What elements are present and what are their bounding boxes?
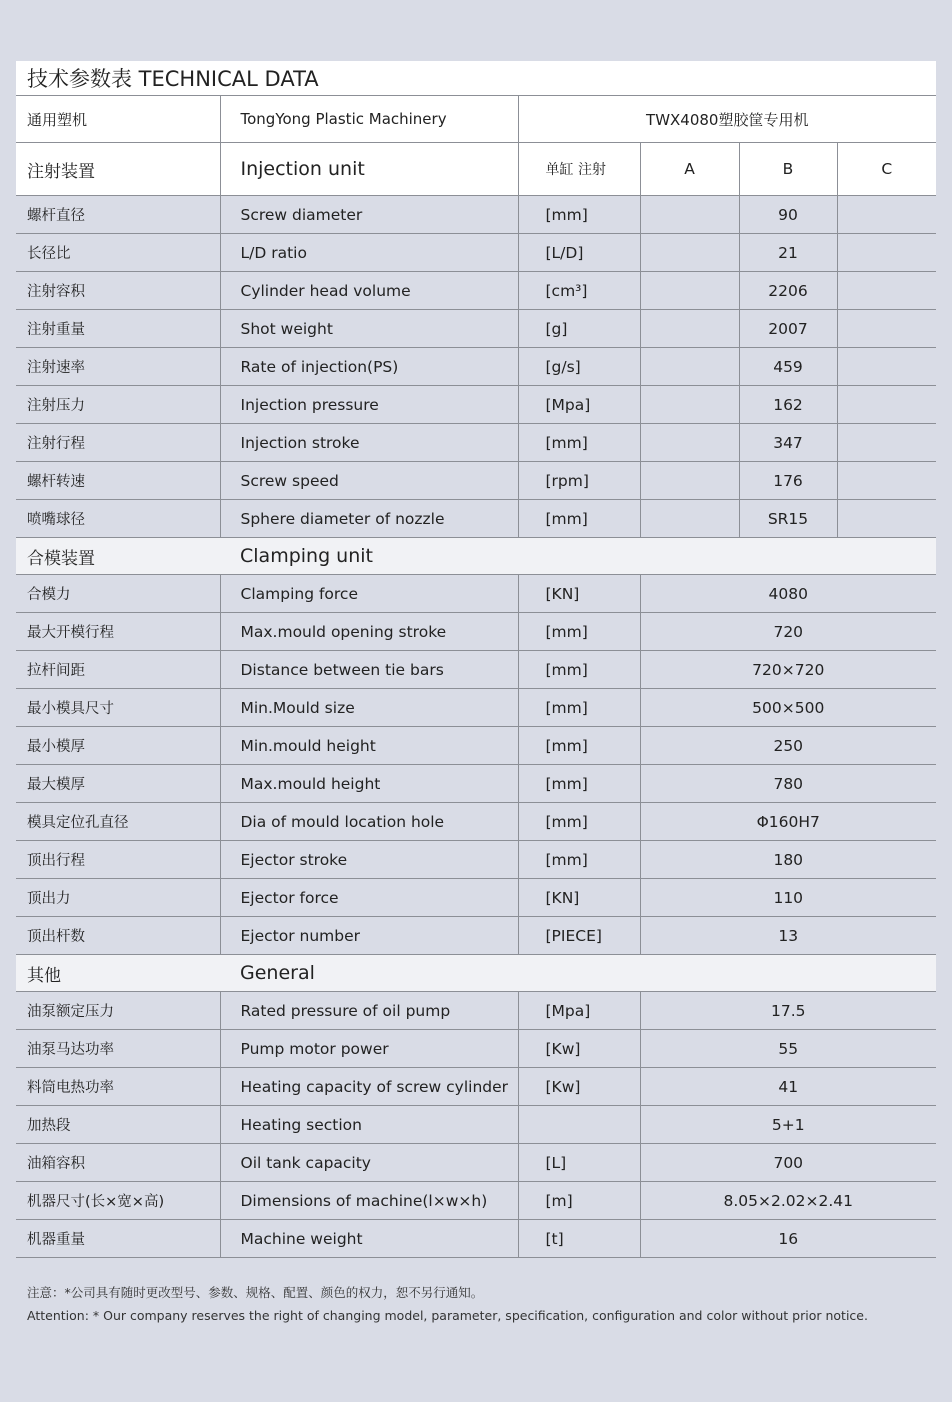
param-name-cn: 注射容积	[16, 272, 220, 310]
param-name-cn: 顶出力	[16, 879, 220, 917]
table-row	[16, 1106, 936, 1144]
param-name-cn: 顶出行程	[16, 841, 220, 879]
brand-en: TongYong Plastic Machinery	[220, 96, 518, 143]
table-row	[16, 1182, 936, 1220]
value-a	[640, 386, 739, 424]
param-name-cn: 最大模厚	[16, 765, 220, 803]
param-value: 4080	[640, 575, 936, 613]
param-name-en: Ejector stroke	[220, 841, 518, 879]
param-unit: [L]	[518, 1144, 640, 1182]
param-unit: [mm]	[518, 803, 640, 841]
param-unit: [mm]	[518, 727, 640, 765]
value-b: 2206	[739, 272, 837, 310]
param-unit: [mm]	[518, 613, 640, 651]
param-name-en: Heating section	[220, 1106, 518, 1144]
param-value: Φ160H7	[640, 803, 936, 841]
param-name-cn: 最小模厚	[16, 727, 220, 765]
param-unit: [Kw]	[518, 1030, 640, 1068]
table-row	[16, 500, 936, 538]
param-name-en: Clamping force	[220, 575, 518, 613]
param-name-cn: 喷嘴球径	[16, 500, 220, 538]
value-c	[837, 348, 936, 386]
table-row	[16, 424, 936, 462]
value-c	[837, 272, 936, 310]
table-title: 技术参数表 TECHNICAL DATA	[16, 61, 936, 96]
param-unit: [mm]	[518, 424, 640, 462]
technical-data-sheet	[16, 61, 936, 1258]
param-value: 780	[640, 765, 936, 803]
unit-column-header: 单缸 注射	[518, 143, 640, 196]
param-unit: [Mpa]	[518, 992, 640, 1030]
table-row	[16, 1144, 936, 1182]
table-row	[16, 1220, 936, 1258]
param-unit: [mm]	[518, 765, 640, 803]
param-name-en: L/D ratio	[220, 234, 518, 272]
table-row	[16, 348, 936, 386]
value-a	[640, 424, 739, 462]
value-a	[640, 348, 739, 386]
param-value: 110	[640, 879, 936, 917]
clamping-section-en: Clamping unit	[220, 538, 936, 575]
param-value: 700	[640, 1144, 936, 1182]
value-a	[640, 310, 739, 348]
table-title-row	[16, 61, 936, 96]
param-unit: [Mpa]	[518, 386, 640, 424]
value-b: 2007	[739, 310, 837, 348]
value-a	[640, 196, 739, 234]
param-unit: [KN]	[518, 575, 640, 613]
param-name-cn: 长径比	[16, 234, 220, 272]
table-row	[16, 727, 936, 765]
injection-section-cn: 注射装置	[16, 143, 220, 196]
table-row	[16, 196, 936, 234]
param-name-en: Heating capacity of screw cylinder	[220, 1068, 518, 1106]
table-row	[16, 310, 936, 348]
param-name-en: Max.mould height	[220, 765, 518, 803]
param-name-en: Min.Mould size	[220, 689, 518, 727]
column-a-header: A	[640, 143, 739, 196]
param-value: 17.5	[640, 992, 936, 1030]
param-unit: [L/D]	[518, 234, 640, 272]
value-c	[837, 234, 936, 272]
injection-section-en: Injection unit	[220, 143, 518, 196]
general-section-en: General	[220, 955, 936, 992]
table-row	[16, 386, 936, 424]
param-name-cn: 油泵马达功率	[16, 1030, 220, 1068]
param-unit: [m]	[518, 1182, 640, 1220]
param-name-cn: 顶出杆数	[16, 917, 220, 955]
param-value: 55	[640, 1030, 936, 1068]
param-value: 720	[640, 613, 936, 651]
param-name-en: Cylinder head volume	[220, 272, 518, 310]
param-value: 8.05×2.02×2.41	[640, 1182, 936, 1220]
table-row	[16, 841, 936, 879]
param-name-cn: 注射重量	[16, 310, 220, 348]
param-name-en: Oil tank capacity	[220, 1144, 518, 1182]
param-unit: [mm]	[518, 651, 640, 689]
value-b: 459	[739, 348, 837, 386]
value-b: SR15	[739, 500, 837, 538]
clamping-section-header	[16, 538, 936, 575]
param-name-cn: 最小模具尺寸	[16, 689, 220, 727]
param-unit: [KN]	[518, 879, 640, 917]
value-a	[640, 234, 739, 272]
param-name-cn: 机器重量	[16, 1220, 220, 1258]
param-value: 16	[640, 1220, 936, 1258]
param-name-cn: 注射压力	[16, 386, 220, 424]
value-c	[837, 500, 936, 538]
param-value: 41	[640, 1068, 936, 1106]
value-a	[640, 500, 739, 538]
param-name-en: Screw diameter	[220, 196, 518, 234]
param-name-cn: 加热段	[16, 1106, 220, 1144]
param-unit: [PIECE]	[518, 917, 640, 955]
table-row	[16, 803, 936, 841]
param-name-cn: 螺杆转速	[16, 462, 220, 500]
value-b: 176	[739, 462, 837, 500]
value-a	[640, 462, 739, 500]
param-name-cn: 最大开模行程	[16, 613, 220, 651]
param-name-en: Max.mould opening stroke	[220, 613, 518, 651]
param-value: 180	[640, 841, 936, 879]
param-name-cn: 注射速率	[16, 348, 220, 386]
param-name-en: Pump motor power	[220, 1030, 518, 1068]
param-name-en: Machine weight	[220, 1220, 518, 1258]
value-c	[837, 196, 936, 234]
column-b-header: B	[739, 143, 837, 196]
table-row	[16, 613, 936, 651]
param-unit: [t]	[518, 1220, 640, 1258]
param-name-en: Min.mould height	[220, 727, 518, 765]
param-name-cn: 螺杆直径	[16, 196, 220, 234]
injection-header-row	[16, 143, 936, 196]
table-row	[16, 992, 936, 1030]
table-row	[16, 1068, 936, 1106]
header-row	[16, 96, 936, 143]
param-name-cn: 机器尺寸(长×宽×高)	[16, 1182, 220, 1220]
table-row	[16, 765, 936, 803]
param-name-cn: 合模力	[16, 575, 220, 613]
param-unit: [g]	[518, 310, 640, 348]
param-unit: [mm]	[518, 689, 640, 727]
value-c	[837, 386, 936, 424]
footnote-en: Attention: * Our company reserves the right of changing model, parameter, specification, configuration and color without prior notice.	[27, 1308, 868, 1323]
param-value: 500×500	[640, 689, 936, 727]
param-name-en: Dia of mould location hole	[220, 803, 518, 841]
param-name-en: Rate of injection(PS)	[220, 348, 518, 386]
param-unit: [mm]	[518, 196, 640, 234]
param-name-en: Rated pressure of oil pump	[220, 992, 518, 1030]
table-row	[16, 272, 936, 310]
footnotes	[27, 1281, 927, 1327]
table-row	[16, 462, 936, 500]
param-value: 720×720	[640, 651, 936, 689]
param-unit: [rpm]	[518, 462, 640, 500]
param-unit: [mm]	[518, 500, 640, 538]
general-section-header	[16, 955, 936, 992]
clamping-section-cn: 合模装置	[16, 538, 220, 575]
param-unit: [Kw]	[518, 1068, 640, 1106]
param-unit: [g/s]	[518, 348, 640, 386]
value-c	[837, 424, 936, 462]
value-b: 347	[739, 424, 837, 462]
table-row	[16, 575, 936, 613]
table-row	[16, 689, 936, 727]
param-name-cn: 注射行程	[16, 424, 220, 462]
param-unit	[518, 1106, 640, 1144]
footnote-cn: 注意：*公司具有随时更改型号、参数、规格、配置、颜色的权力，恕不另行通知。	[27, 1285, 484, 1300]
column-c-header: C	[837, 143, 936, 196]
param-name-en: Shot weight	[220, 310, 518, 348]
value-b: 90	[739, 196, 837, 234]
general-section-cn: 其他	[16, 955, 220, 992]
param-value: 5+1	[640, 1106, 936, 1144]
table-row	[16, 879, 936, 917]
param-name-en: Distance between tie bars	[220, 651, 518, 689]
param-name-en: Ejector number	[220, 917, 518, 955]
value-c	[837, 462, 936, 500]
param-name-en: Injection pressure	[220, 386, 518, 424]
param-name-en: Screw speed	[220, 462, 518, 500]
param-name-en: Sphere diameter of nozzle	[220, 500, 518, 538]
brand-cn: 通用塑机	[16, 96, 220, 143]
table-row	[16, 234, 936, 272]
param-value: 13	[640, 917, 936, 955]
technical-data-table	[16, 61, 936, 1258]
param-unit: [mm]	[518, 841, 640, 879]
value-b: 21	[739, 234, 837, 272]
value-c	[837, 310, 936, 348]
param-unit: [cm³]	[518, 272, 640, 310]
param-value: 250	[640, 727, 936, 765]
param-name-cn: 料筒电热功率	[16, 1068, 220, 1106]
param-name-cn: 油箱容积	[16, 1144, 220, 1182]
table-row	[16, 917, 936, 955]
param-name-en: Dimensions of machine(l×w×h)	[220, 1182, 518, 1220]
param-name-en: Injection stroke	[220, 424, 518, 462]
param-name-cn: 模具定位孔直径	[16, 803, 220, 841]
param-name-en: Ejector force	[220, 879, 518, 917]
value-a	[640, 272, 739, 310]
param-name-cn: 拉杆间距	[16, 651, 220, 689]
model-name: TWX4080塑胶筐专用机	[518, 96, 936, 143]
param-name-cn: 油泵额定压力	[16, 992, 220, 1030]
table-row	[16, 1030, 936, 1068]
table-row	[16, 651, 936, 689]
value-b: 162	[739, 386, 837, 424]
